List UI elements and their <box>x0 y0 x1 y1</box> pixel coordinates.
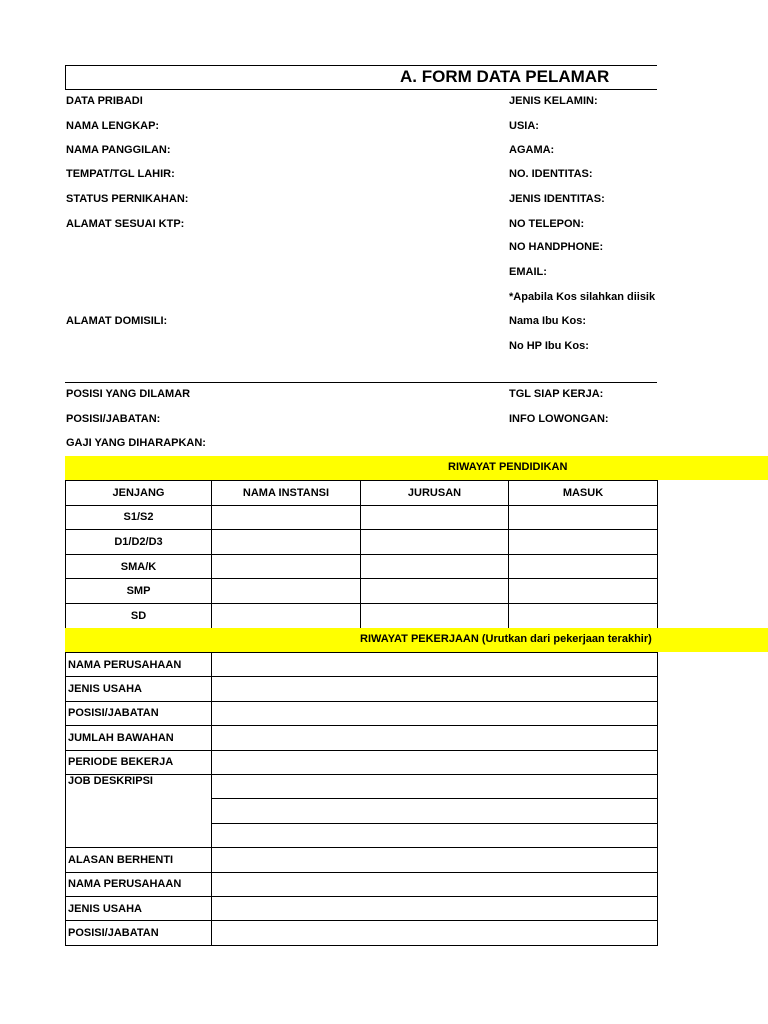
input-cell[interactable] <box>212 823 658 847</box>
input-cell[interactable] <box>212 848 658 872</box>
input-cell[interactable] <box>212 896 658 920</box>
input-cell[interactable] <box>212 677 658 701</box>
input-cell[interactable] <box>212 750 658 774</box>
input-cell[interactable] <box>212 774 658 798</box>
input-cell[interactable] <box>212 579 361 604</box>
jenjang-cell: SMA/K <box>66 554 212 579</box>
label-tgl-siap-kerja: TGL SIAP KERJA: <box>509 388 604 400</box>
input-cell[interactable] <box>509 579 658 604</box>
label-jenis-identitas: JENIS IDENTITAS: <box>509 193 605 205</box>
work-label: JENIS USAHA <box>66 896 212 920</box>
work-label: JUMLAH BAWAHAN <box>66 726 212 750</box>
table-row <box>66 701 658 725</box>
input-cell[interactable] <box>212 921 658 945</box>
col-nama-instansi: NAMA INSTANSI <box>212 481 361 506</box>
input-cell[interactable] <box>509 530 658 555</box>
input-cell[interactable] <box>361 505 509 530</box>
label-nama-panggilan: NAMA PANGGILAN: <box>66 144 171 156</box>
table-row <box>66 579 658 604</box>
label-info-lowongan: INFO LOWONGAN: <box>509 413 609 425</box>
label-no-hp-ibu-kos: No HP Ibu Kos: <box>509 340 589 352</box>
label-agama: AGAMA: <box>509 144 555 156</box>
table-row <box>66 896 658 920</box>
table-row <box>66 530 658 555</box>
input-cell[interactable] <box>361 603 509 628</box>
input-cell[interactable] <box>212 505 361 530</box>
table-row <box>66 726 658 750</box>
education-header: RIWAYAT PENDIDIKAN <box>448 461 568 473</box>
table-row <box>66 505 658 530</box>
jenjang-cell: SD <box>66 603 212 628</box>
input-cell[interactable] <box>361 579 509 604</box>
table-row <box>66 554 658 579</box>
col-jurusan: JURUSAN <box>361 481 509 506</box>
table-row <box>66 872 658 896</box>
input-cell[interactable] <box>212 701 658 725</box>
label-jenis-kelamin: JENIS KELAMIN: <box>509 95 598 107</box>
work-header: RIWAYAT PEKERJAAN (Urutkan dari pekerjaan terakhir) <box>360 633 652 645</box>
label-posisi-jabatan: POSISI/JABATAN: <box>66 413 161 425</box>
input-cell[interactable] <box>361 530 509 555</box>
jenjang-cell: D1/D2/D3 <box>66 530 212 555</box>
input-cell[interactable] <box>212 653 658 677</box>
label-no-telepon: NO TELEPON: <box>509 218 585 230</box>
work-label: POSISI/JABATAN <box>66 701 212 725</box>
education-header-row <box>66 481 658 506</box>
work-label: NAMA PERUSAHAAN <box>66 653 212 677</box>
table-row <box>66 921 658 945</box>
table-row <box>66 750 658 774</box>
work-label: JENIS USAHA <box>66 677 212 701</box>
section-posisi-dilamar: POSISI YANG DILAMAR <box>66 388 191 400</box>
table-row <box>66 677 658 701</box>
input-cell[interactable] <box>212 726 658 750</box>
section-data-pribadi: DATA PRIBADI <box>66 95 143 107</box>
label-status-pernikahan: STATUS PERNIKAHAN: <box>66 193 189 205</box>
label-gaji-diharapkan: GAJI YANG DIHARAPKAN: <box>66 437 206 449</box>
col-masuk: MASUK <box>509 481 658 506</box>
table-row <box>66 653 658 677</box>
table-row <box>66 848 658 872</box>
section-divider <box>65 382 657 383</box>
education-header-bar <box>65 456 768 480</box>
input-cell[interactable] <box>361 554 509 579</box>
label-usia: USIA: <box>509 120 539 132</box>
note-kos: *Apabila Kos silahkan diisik <box>509 291 656 303</box>
work-label: ALASAN BERHENTI <box>66 848 212 872</box>
input-cell[interactable] <box>212 530 361 555</box>
label-nama-lengkap: NAMA LENGKAP: <box>66 120 160 132</box>
work-label: PERIODE BEKERJA <box>66 750 212 774</box>
work-label: NAMA PERUSAHAAN <box>66 872 212 896</box>
label-nama-ibu-kos: Nama Ibu Kos: <box>509 315 587 327</box>
form-title: A. FORM DATA PELAMAR <box>400 67 610 86</box>
input-cell[interactable] <box>509 505 658 530</box>
education-table <box>65 480 658 629</box>
label-email: EMAIL: <box>509 266 547 278</box>
jenjang-cell: S1/S2 <box>66 505 212 530</box>
input-cell[interactable] <box>212 872 658 896</box>
label-no-handphone: NO HANDPHONE: <box>509 241 604 253</box>
label-alamat-ktp: ALAMAT SESUAI KTP: <box>66 218 185 230</box>
label-no-identitas: NO. IDENTITAS: <box>509 168 593 180</box>
table-row <box>66 774 658 798</box>
label-alamat-domisili: ALAMAT DOMISILI: <box>66 315 168 327</box>
col-jenjang: JENJANG <box>66 481 212 506</box>
jenjang-cell: SMP <box>66 579 212 604</box>
input-cell[interactable] <box>212 603 361 628</box>
input-cell[interactable] <box>509 603 658 628</box>
work-table <box>65 652 658 946</box>
table-row <box>66 603 658 628</box>
input-cell[interactable] <box>212 799 658 823</box>
label-tempat-tgl-lahir: TEMPAT/TGL LAHIR: <box>66 168 175 180</box>
work-label-job-deskripsi: JOB DESKRIPSI <box>66 774 212 847</box>
work-label: POSISI/JABATAN <box>66 921 212 945</box>
input-cell[interactable] <box>212 554 361 579</box>
input-cell[interactable] <box>509 554 658 579</box>
